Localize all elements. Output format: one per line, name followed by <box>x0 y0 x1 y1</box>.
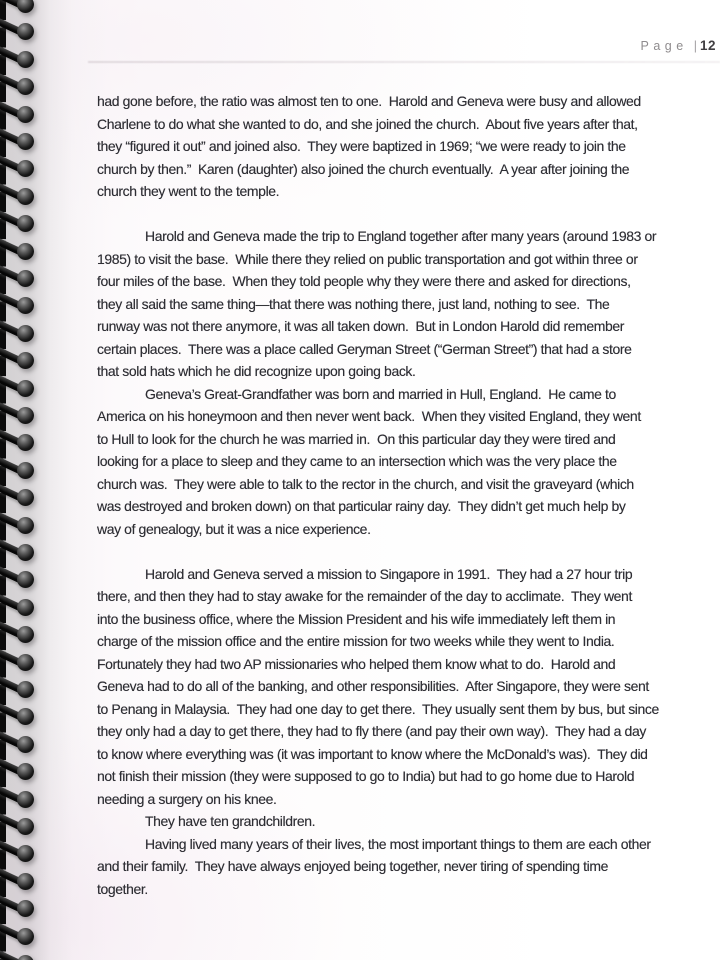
coil-knob <box>17 571 34 588</box>
text-line: that sold hats which he did recognize upon going back. <box>97 363 416 379</box>
coil-knob <box>17 900 34 917</box>
coil-loop <box>0 673 42 703</box>
text-line: Having lived many years of their lives, the most important things to them are each other <box>145 835 651 852</box>
paragraph <box>97 90 720 203</box>
text-line: they only had a day to get there, they had to fly there (and pay their own way). They had a day <box>97 723 646 739</box>
coil-loop <box>0 262 42 292</box>
text-line: Harold and Geneva served a mission to Singapore in 1991. They had a 27 hour trip <box>145 565 633 582</box>
header-page-label: Page <box>640 39 688 53</box>
coil-knob <box>17 736 34 753</box>
text-line: looking for a place to sleep and they came to an intersection which was the very place the <box>97 453 617 469</box>
coil-loop <box>0 152 42 182</box>
coil-knob <box>17 133 34 150</box>
coil-knob <box>17 818 34 835</box>
text-line: to know where everything was (it was important to know where the McDonald’s was). They did <box>97 745 648 762</box>
text-line: not finish their mission (they were supposed to go to India) but had to go home due to Harold <box>97 768 635 784</box>
coil-loop <box>0 399 42 429</box>
coil-loop <box>0 481 42 511</box>
coil-loop <box>0 317 42 347</box>
spiral-binding <box>0 0 48 960</box>
coil-knob <box>17 928 34 945</box>
coil-loop <box>0 43 42 73</box>
page-header <box>641 38 716 53</box>
text-line: four miles of the base. When they told people why they were there and asked for directions, <box>97 273 631 289</box>
coil-knob <box>17 270 34 287</box>
coil-loop <box>0 207 42 237</box>
coil-loop <box>0 509 42 539</box>
coil-knob <box>17 188 34 205</box>
text-line: 1985) to visit the base. While there they relied on public transportation and got within three or <box>97 250 638 267</box>
coil-knob <box>17 708 34 725</box>
coil-loop <box>0 947 42 960</box>
coil-loop <box>0 180 42 210</box>
text-line: to Penang in Malaysia. They had one day to get there. They usually sent them by bus, but since <box>97 700 659 717</box>
header-rule <box>88 61 720 63</box>
paragraph <box>97 810 720 833</box>
text-line: had gone before, the ratio was almost ten to one. Harold and Geneva were busy and allowed <box>97 93 641 109</box>
coil-loop <box>0 372 42 402</box>
coil-knob <box>17 873 34 890</box>
text-line: Charlene to do what she wanted to do, and she joined the church. About five years after that, <box>97 115 638 132</box>
coil-loop <box>0 728 42 758</box>
paragraph <box>97 383 720 541</box>
coil-knob <box>17 434 34 451</box>
paragraph <box>97 225 720 383</box>
text-line: church they went to the temple. <box>97 183 280 199</box>
coil-loop <box>0 235 42 265</box>
text-line: Fortunately they had two AP missionaries who helped them know what to do. Harold and <box>97 655 616 672</box>
coil-loop <box>0 426 42 456</box>
coil-loop <box>0 289 42 319</box>
coil-knob <box>17 51 34 68</box>
text-line: Geneva had to do all of the banking, and other responsibilities. After Singapore, they were sent <box>97 678 649 694</box>
coil-knob <box>17 654 34 671</box>
coil-knob <box>17 489 34 506</box>
coil-loop <box>0 70 42 100</box>
coil-knob <box>17 681 34 698</box>
coil-loop <box>0 810 42 840</box>
coil-loop <box>0 755 42 785</box>
text-line: charge of the mission office and the entire mission for two weeks while they went to India. <box>97 633 615 649</box>
coil-knob <box>17 78 34 95</box>
coil-knob <box>17 106 34 123</box>
header-separator: | <box>693 39 697 53</box>
coil-knob <box>17 215 34 232</box>
coil-loop <box>0 892 42 922</box>
text-line: into the business office, where the Mission President and his wife immediately left them in <box>97 610 616 627</box>
coil-loop <box>0 591 42 621</box>
coil-loop <box>0 563 42 593</box>
coil-knob <box>17 23 34 40</box>
text-line: and their family. They have always enjoyed being together, never tiring of spending time <box>97 858 608 874</box>
text-line: was destroyed and broken down) on that particular rainy day. They didn’t get much help by <box>97 498 626 514</box>
text-line: Harold and Geneva made the trip to England together after many years (around 1983 or <box>145 228 657 244</box>
coil-knob <box>17 791 34 808</box>
text-line: they all said the same thing—that there was nothing there, just land, nothing to see. The <box>97 295 610 312</box>
coil-knob <box>17 626 34 643</box>
text-line: there, and then they had to stay awake for the remainder of the day to acclimate. They went <box>97 588 632 604</box>
coil-loop <box>0 454 42 484</box>
coil-knob <box>17 955 34 960</box>
text-line: together. <box>97 880 148 897</box>
header-page-number: 12 <box>699 38 716 53</box>
coil-knob <box>17 243 34 260</box>
text-line: certain places. There was a place called Geryman Street (“German Street”) that had a store <box>97 340 632 357</box>
coil-knob <box>17 380 34 397</box>
coil-knob <box>17 160 34 177</box>
coil-loop <box>0 125 42 155</box>
text-line: Geneva’s Great-Grandfather was born and married in Hull, England. He came to <box>145 385 616 402</box>
coil-loop <box>0 536 42 566</box>
text-line: needing a surgery on his knee. <box>97 790 277 807</box>
document-body <box>97 90 720 900</box>
coil-loop <box>0 646 42 676</box>
coil-loop <box>0 783 42 813</box>
text-line: to Hull to look for the church he was married in. On this particular day they were tired and <box>97 430 616 447</box>
coil-loop <box>0 920 42 950</box>
coil-knob <box>17 325 34 342</box>
text-line: they “figured it out” and joined also. They were baptized in 1969; “we were ready to join the <box>97 138 626 154</box>
coil-knob <box>17 462 34 479</box>
coil-knob <box>17 517 34 534</box>
coil-loop <box>0 344 42 374</box>
text-line: America on his honeymoon and then never went back. When they visited England, they went <box>97 408 641 424</box>
text-line: way of genealogy, but it was a nice experience. <box>97 520 371 537</box>
text-line: church was. They were able to talk to the rector in the church, and visit the graveyard (which <box>97 475 634 492</box>
coil-knob <box>17 544 34 561</box>
text-line: runway was not there anymore, it was all taken down. But in London Harold did remember <box>97 318 625 334</box>
coil-knob <box>17 599 34 616</box>
paragraph <box>97 563 720 811</box>
coil-loop <box>0 837 42 867</box>
coil-loop <box>0 98 42 128</box>
paragraph <box>97 833 720 901</box>
coil-loop <box>0 700 42 730</box>
text-line: church by then.” Karen (daughter) also joined the church eventually. A year after joining the <box>97 160 630 177</box>
coil-knob <box>17 407 34 424</box>
text-line: They have ten grandchildren. <box>145 813 316 829</box>
coil-knob <box>17 352 34 369</box>
coil-knob <box>17 0 34 13</box>
coil-knob <box>17 763 34 780</box>
coil-loop <box>0 15 42 45</box>
coil-knob <box>17 297 34 314</box>
coil-loop <box>0 865 42 895</box>
coil-knob <box>17 845 34 862</box>
coil-loop <box>0 618 42 648</box>
